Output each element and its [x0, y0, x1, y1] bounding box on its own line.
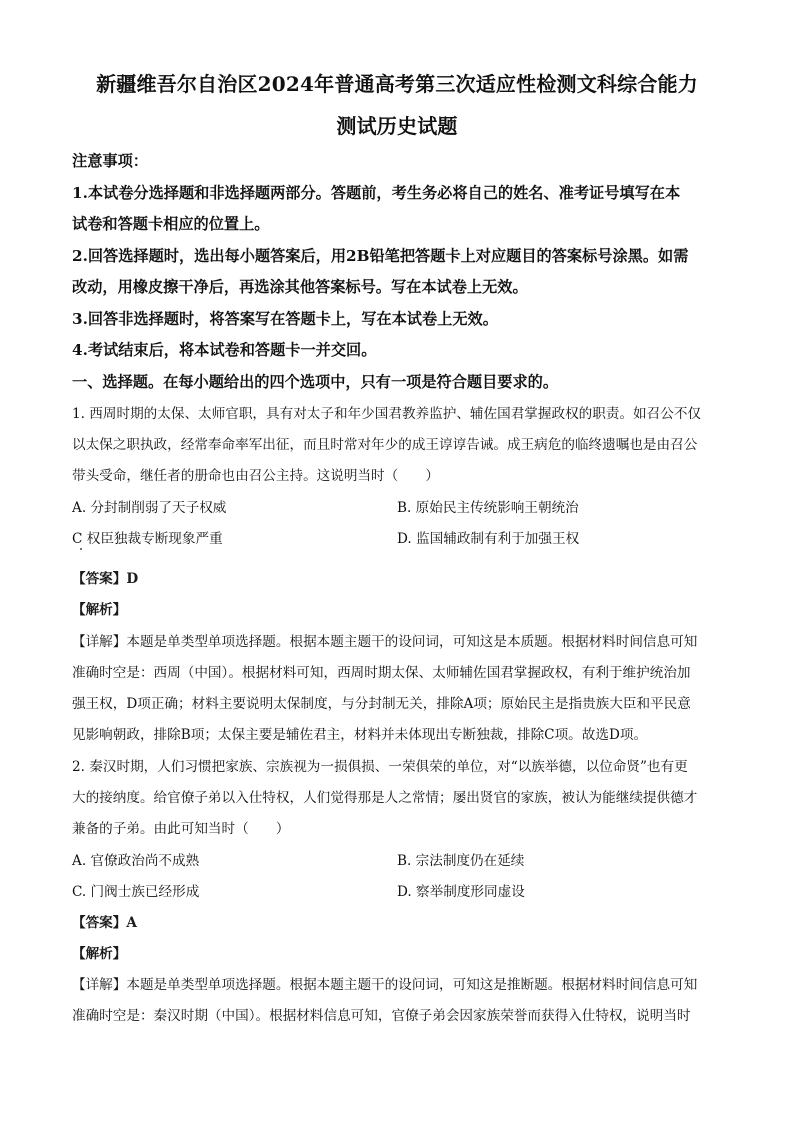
question-1-answer: 【答案】D — [72, 571, 139, 587]
question-1-option-c: C 权臣独裁专断现象严重 — [72, 531, 223, 547]
question-2-analysis-label: 【解析】 — [72, 946, 127, 962]
question-1-option-a: A. 分封制削弱了天子权威 — [72, 500, 227, 516]
question-1-detail-line: 见影响朝政，排除B项；太保主要是辅佐君主，材料并未体现出专断独裁，排除C项。故选D项。 — [72, 727, 648, 743]
section-heading: 一、选择题。在每小题给出的四个选项中，只有一项是符合题目要求的。 — [72, 373, 558, 391]
document-title-line-2: 测试历史试题 — [336, 114, 458, 138]
question-2-detail-line: 准确时空是：秦汉时期（中国）。根据材料信息可知，官僚子弟会因家族荣誉而获得入仕特权，说明当时 — [72, 1008, 691, 1024]
question-2-detail-line: 【详解】本题是单类型单项选择题。根据本题主题干的设问词，可知这是推断题。根据材料时间信息可知 — [72, 977, 698, 993]
notice-item: 3.回答非选择题时，将答案写在答题卡上，写在本试卷上无效。 — [72, 310, 498, 328]
document-title-line-1: 新疆维吾尔自治区2024年普通高考第三次适应性检测文科综合能力 — [96, 72, 698, 96]
notice-item: 改动，用橡皮擦干净后，再选涂其他答案标号。写在本试卷上无效。 — [72, 278, 528, 296]
question-2-stem-line: 2. 秦汉时期，人们习惯把家族、宗族视为一损俱损、一荣俱荣的单位，对“以族举德，以位命贤”也有更 — [72, 759, 688, 775]
question-1-detail-line: 强王权，D项正确；材料主要说明太保制度，与分封制无关，排除A项；原始民主是指贵族大臣和平民意 — [72, 696, 691, 712]
question-2-stem-line: 大的接纳度。给官僚子弟以入仕特权，人们觉得那是人之常情；屡出贤官的家族，被认为能继续提供德才 — [72, 790, 698, 806]
question-1-stem-line: 以太保之职执政，经常奉命率军出征，而且时常对年少的成王谆谆告诫。成王病危的临终遗嘱也是由召公 — [72, 437, 698, 453]
question-1-detail-line: 【详解】本题是单类型单项选择题。根据本题主题干的设问词，可知这是本质题。根据材料时间信息可知 — [72, 634, 698, 650]
question-2-option-a: A. 官僚政治尚不成熟 — [72, 853, 200, 869]
question-1-option-b: B. 原始民主传统影响王朝统治 — [397, 500, 579, 516]
notice-heading: 注意事项： — [72, 152, 148, 170]
stray-dot — [80, 548, 82, 550]
question-1-option-d: D. 监国辅政制有利于加强王权 — [397, 531, 580, 547]
question-1-analysis-label: 【解析】 — [72, 602, 127, 618]
question-2-stem-line: 兼备的子弟。由此可知当时（ ） — [72, 821, 290, 837]
question-2-option-b: B. 宗法制度仍在延续 — [397, 853, 525, 869]
question-2-option-d: D. 察举制度形同虚设 — [397, 884, 525, 900]
question-1-stem-line: 1. 西周时期的太保、太师官职，具有对太子和年少国君教养监护、辅佐国君掌握政权的职责。如召公不仅 — [72, 406, 702, 422]
notice-item: 2.回答选择题时，选出每小题答案后，用2B铅笔把答题卡上对应题目的答案标号涂黑。如需 — [72, 247, 689, 265]
notice-item: 1.本试卷分选择题和非选择题两部分。答题前，考生务必将自己的姓名、准考证号填写在本 — [72, 184, 681, 202]
notice-item: 试卷和答题卡相应的位置上。 — [72, 215, 270, 233]
question-2-answer: 【答案】A — [72, 915, 137, 931]
notice-item: 4.考试结束后，将本试卷和答题卡一并交回。 — [72, 341, 377, 359]
question-1-detail-line: 准确时空是：西周（中国）。根据材料可知，西周时期太保、太师辅佐国君掌握政权，有利于维护统治加 — [72, 665, 691, 681]
question-2-option-c: C. 门阀士族已经形成 — [72, 884, 200, 900]
question-1-stem-line: 带头受命，继任者的册命也由召公主持。这说明当时（ ） — [72, 468, 440, 484]
